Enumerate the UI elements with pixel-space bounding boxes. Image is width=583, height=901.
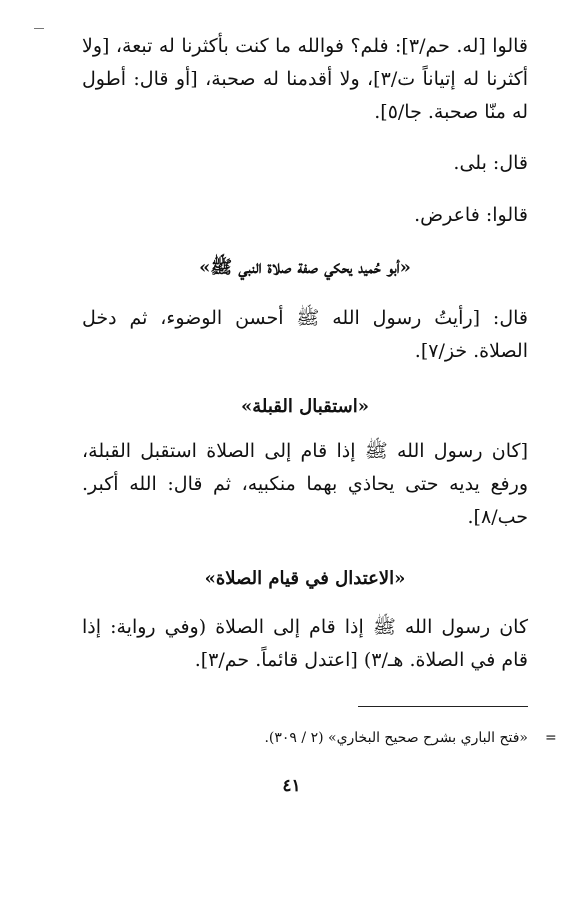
paragraph-facing-qibla: [كان رسول الله ﷺ إذا قام إلى الصلاة استقبل القبلة، ورفع يديه حتى يحاذي بهما منكبيه، ثم قال: الله أكبر. حب/٨]. — [82, 440, 528, 528]
section-heading-abu-humaid: «أبو حُميد يحكي صفة صلاة النبي ﷺ» — [199, 257, 411, 278]
paragraph-companions-reply: قالوا [له. حم/٣]: فلم؟ فوالله ما كنت بأكثرنا له تبعة، [ولا أكثرنا له إتياناً ت/٣]، ولا أقدمنا له صحبة، [أو قال: أطول له منّا صحبة. جا/٥]. — [82, 35, 528, 123]
footnote-divider — [358, 706, 528, 707]
footnote-text: «فتح الباري بشرح صحيح البخاري» (٢ / ٣٠٩). — [264, 730, 528, 746]
section-heading-facing-qibla: «استقبال القبلة» — [240, 396, 369, 417]
paragraph-answer-yes: قال: بلى. — [453, 152, 528, 174]
page-number: ٤١ — [282, 776, 301, 796]
section-heading-standing-upright: «الاعتدال في قيام الصلاة» — [204, 568, 406, 589]
paragraph-present-it: قالوا: فاعرض. — [414, 204, 528, 226]
margin-mark — [34, 28, 44, 29]
paragraph-ablution: قال: [رأيتُ رسول الله ﷺ أحسن الوضوء، ثم دخل الصلاة. خز/٧]. — [82, 307, 528, 362]
footnote-continuation-marker: = — [545, 730, 557, 746]
paragraph-standing-upright: كان رسول الله ﷺ إذا قام إلى الصلاة (وفي رواية: إذا قام في الصلاة. هـ/٣) [اعتدل قائماً. حم/٣]. — [82, 616, 528, 671]
